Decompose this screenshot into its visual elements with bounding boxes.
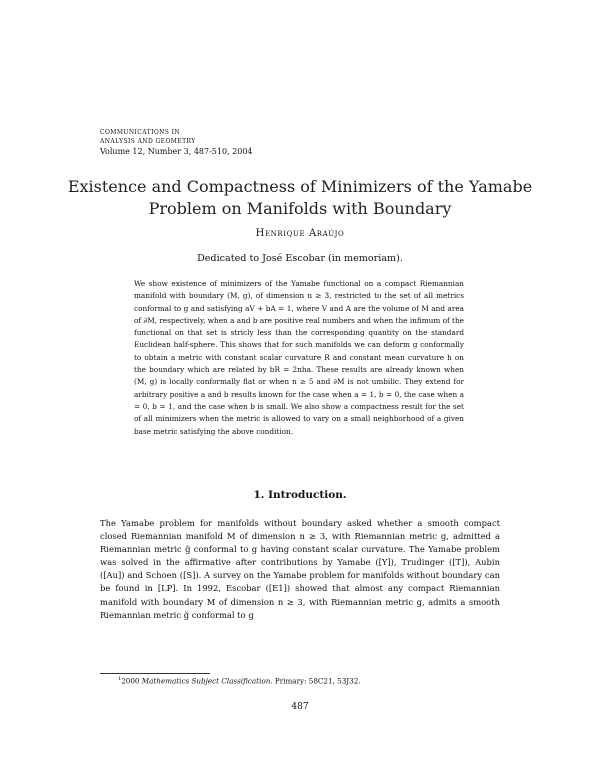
section-heading xyxy=(0,489,600,501)
footnote-text: . Primary: 58C21, 53J32. xyxy=(270,676,361,686)
footnote xyxy=(118,676,361,685)
journal-header xyxy=(100,128,253,156)
journal-name-line2: ANALYSIS AND GEOMETRY xyxy=(100,138,196,145)
author-name: Henrique Araújo xyxy=(255,228,345,239)
footnote-label: Mathematics Subject Classification xyxy=(141,676,271,686)
footnote-year: 2000 xyxy=(121,676,140,686)
section-number: 1. xyxy=(253,489,265,501)
footnote-mark: 1 xyxy=(118,676,122,682)
page-number: 487 xyxy=(291,702,309,712)
dedication: Dedicated to José Escobar (in memoriam). xyxy=(197,253,403,264)
intro-paragraph: The Yamabe problem for manifolds without boundary asked whether a smooth compact closed Riemannian manifold M of dimension n ≥ 3, with Riemannian metric g, admitted a Riemannian metric g̃ conformal to g having constant scalar curvature. The Yamabe problem was solved in the affirmative after contributions by Yamabe ([Y]), Trudinger ([T]), Aubin ([Au]) and Schoen ([S]). A survey on the Yamabe problem for manifolds without boundary can be found in [LP]. In 1992, Escobar ([E1]) showed that almost any compact Riemannian manifold with boundary M of dimension n ≥ 3, with Riemannian metric g, admits a smooth Riemannian metric g̃ conformal to g xyxy=(100,518,500,620)
footnote-rule xyxy=(100,673,210,674)
journal-name-line1: COMMUNICATIONS IN xyxy=(100,129,181,136)
paper-title: Existence and Compactness of Minimizers of the Yamabe Problem on Manifolds with Boundary xyxy=(67,177,533,218)
journal-volume: Volume 12, Number 3, 487-510, 2004 xyxy=(100,147,253,156)
abstract: We show existence of minimizers of the Yamabe functional on a compact Riemannian manifold with boundary (M, g), of dimension n ≥ 3, restricted to the set of all metrics conformal to g and satisfying aV + bA = 1, where V and A are the volume of M and area of ∂M, respectively, when a and b are positive real numbers and when the infimum of the functional on that set is stricly less than the corresponding quantity on the standard Euclidean half-sphere. This shows that for such manifolds we can deform g conformally to obtain a metric with constant scalar curvature R and constant mean curvature h on the boundary which are related by bR = 2nha. These results are already known when (M, g) is locally conformally flat or when n ≥ 5 and ∂M is not umbilic. They extend for arbitrary positive a and b results known for the case when a = 1, b = 0, the case when a = 0, b = 1, and the case when b is small. We also show a compactness result for the set of all minimizers when the metric is allowed to vary on a small neighborhood of a given base metric satisfying the above condition. xyxy=(134,279,464,436)
section-title: Introduction. xyxy=(268,489,347,501)
